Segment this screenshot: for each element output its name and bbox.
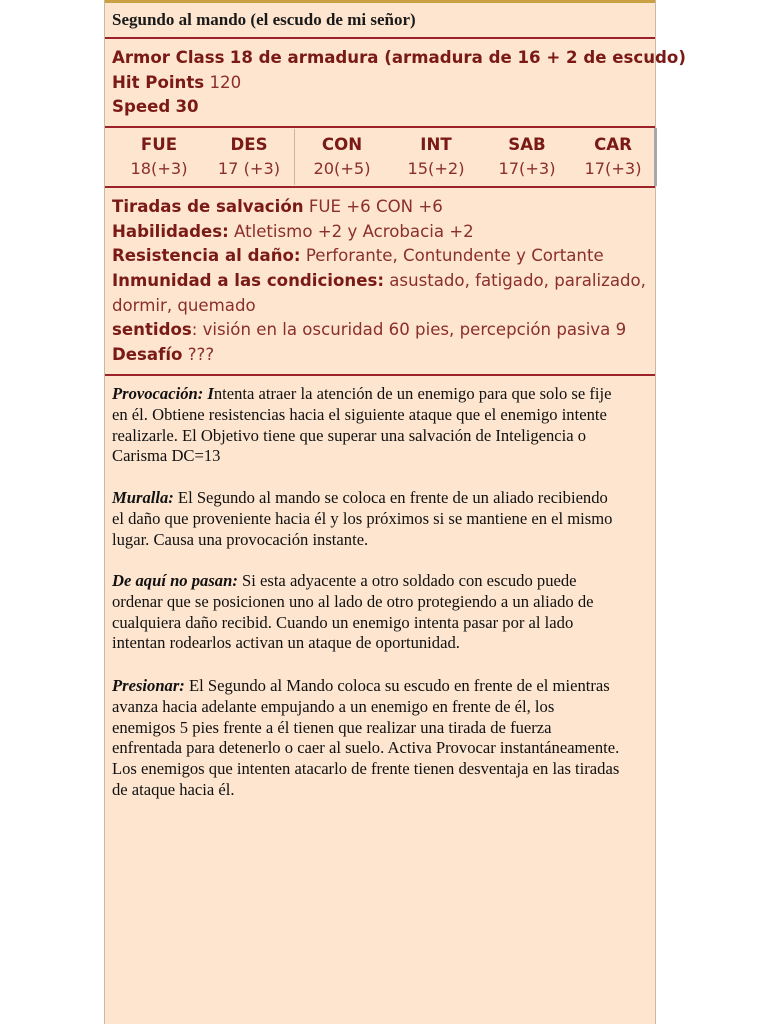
senses-label: sentidos: [112, 320, 192, 339]
armor-class-value: 18 de armadura (armadura de 16 + 2 de escudo): [229, 48, 686, 67]
condition-immunities-value: dormir, quemado: [112, 296, 256, 315]
trait-name: Presionar:: [112, 676, 185, 695]
armor-class-label: Armor Class: [112, 48, 225, 67]
hit-points-line: [112, 71, 652, 96]
skills-line: [112, 220, 652, 245]
condition-immunities-line-2: [112, 294, 652, 319]
ability-name: CAR: [594, 135, 632, 154]
ability-des: [204, 129, 294, 181]
hit-points-value: 120: [209, 73, 242, 92]
ability-score: 20(+5): [313, 159, 371, 178]
divider: [105, 374, 655, 376]
ability-score: 18(+3): [130, 159, 188, 178]
trait-presionar: [112, 676, 657, 801]
stat-block: [104, 0, 686, 1024]
hit-points-label: Hit Points: [112, 73, 205, 92]
trait-text: realizarle. El Objetivo tiene que superar una salvación de Inteligencia o: [112, 425, 587, 445]
ability-name: CON: [321, 135, 363, 154]
damage-resistance-value: Perforante, Contundente y Cortante: [305, 246, 604, 265]
divider: [105, 37, 655, 39]
ability-name: DES: [230, 135, 268, 154]
trait-text: El Segundo al Mando coloca su escudo en frente de el mientras: [184, 676, 610, 695]
ability-sab: [482, 129, 572, 181]
trait-text: enemigos 5 pies frente a él tienen que realizar una tirada de fuerza: [112, 717, 552, 737]
senses-line: [112, 318, 652, 343]
condition-immunities-value: asustado, fatigado, paralizado,: [389, 271, 646, 290]
challenge-line: [112, 343, 652, 368]
senses-value: : visión en la oscuridad 60 pies, percepción pasiva 9: [191, 320, 627, 339]
ability-int: [390, 129, 482, 181]
ability-score: 17(+3): [584, 159, 642, 178]
armor-class-line: [112, 46, 686, 71]
ability-scores-table: [105, 129, 657, 185]
trait-text: lugar. Causa una provocación instante.: [112, 529, 369, 549]
top-border: [105, 0, 655, 3]
trait-text: ntenta atraer la atención de un enemigo para que solo se fije: [213, 384, 612, 403]
divider: [105, 186, 655, 188]
trait-text: Los enemigos que intenten atacarlo de frente tienen desventaja en las tiradas: [112, 759, 620, 779]
trait-text: enfrentada para detenerlo o caer al suelo. Activa Provocar instantáneamente.: [112, 738, 620, 758]
skills-value: Atletismo +2 y Acrobacia +2: [234, 222, 474, 241]
creature-title: Segundo al mando (el escudo de mi señor): [112, 10, 416, 29]
scroll-edge: [654, 128, 657, 186]
divider: [105, 126, 655, 128]
trait-text: El Segundo al mando se coloca en frente de un aliado recibiendo: [173, 488, 608, 507]
trait-name: Muralla:: [112, 488, 174, 507]
ability-name: FUE: [140, 135, 178, 154]
ability-score: 17(+3): [498, 159, 556, 178]
challenge-label: Desafío: [112, 345, 183, 364]
speed-label: Speed: [112, 97, 171, 116]
trait-text: de ataque hacia él.: [112, 779, 235, 799]
speed-line: [112, 95, 652, 120]
trait-text: en él. Obtiene resistencias hacia el siguiente ataque que el enemigo intente: [112, 404, 607, 424]
trait-text: Carisma DC=13: [112, 446, 221, 466]
condition-immunities-label: Inmunidad a las condiciones:: [112, 271, 384, 290]
ability-car: [572, 129, 654, 181]
ability-fue: [114, 129, 204, 181]
saving-throws-line: [112, 195, 652, 220]
trait-text: ordenar que se posicionen uno al lado de otro protegiendo a un aliado de: [112, 591, 594, 611]
challenge-value: ???: [187, 345, 215, 364]
trait-provocacion: [112, 384, 657, 467]
trait-text: avanza hacia adelante empujando a un enemigo en frente de él, los: [112, 696, 555, 716]
trait-text: cualquiera daño recibid. Cuando un enemigo intenta pasar por al lado: [112, 612, 574, 632]
ability-name: INT: [420, 135, 452, 154]
saving-throws-label: Tiradas de salvación: [112, 197, 304, 216]
ability-score: 17 (+3): [217, 159, 281, 178]
saving-throws-value: FUE +6 CON +6: [308, 197, 443, 216]
trait-name: Provocación: I: [112, 384, 214, 403]
trait-muralla: [112, 488, 657, 550]
trait-text: el daño que proveniente hacia él y los próximos si se mantiene en el mismo: [112, 508, 613, 528]
speed-value: 30: [175, 97, 199, 116]
trait-text: intentan rodearlos activan un ataque de oportunidad.: [112, 633, 460, 653]
ability-con: [295, 129, 389, 181]
trait-text: Si esta adyacente a otro soldado con escudo puede: [237, 571, 577, 590]
damage-resistance-line: [112, 244, 652, 269]
trait-de-aqui-no-pasan: [112, 571, 657, 654]
condition-immunities-line: [112, 269, 652, 294]
damage-resistance-label: Resistencia al daño:: [112, 246, 301, 265]
ability-score: 15(+2): [407, 159, 465, 178]
skills-label: Habilidades:: [112, 222, 229, 241]
ability-name: SAB: [508, 135, 546, 154]
trait-name: De aquí no pasan:: [112, 571, 238, 590]
